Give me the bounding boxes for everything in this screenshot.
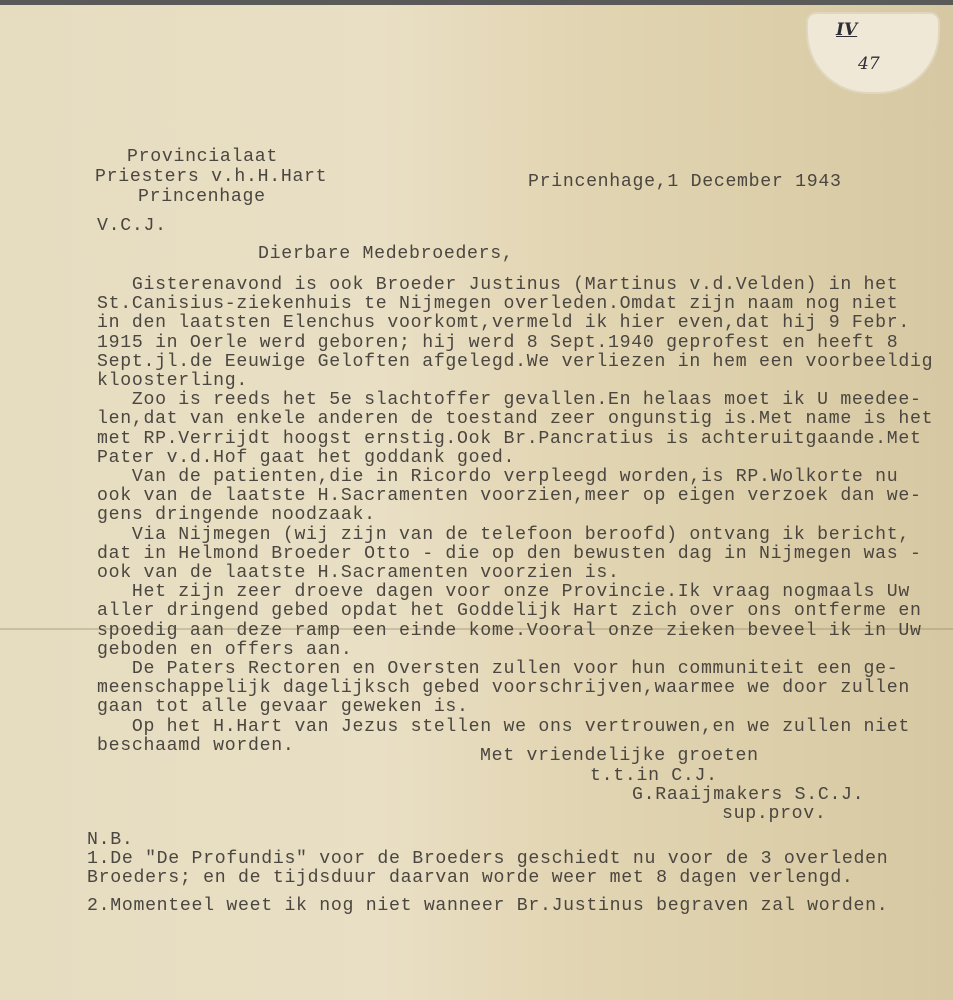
body-line: Op het H.Hart van Jezus stellen we ons vertrouwen,en we zullen niet bbox=[97, 716, 910, 737]
salutation: Dierbare Medebroeders, bbox=[258, 244, 514, 264]
body-line: met RP.Verrijdt hoogst ernstig.Ook Br.Pancratius is achteruitgaande.Met bbox=[97, 428, 922, 449]
letter-body bbox=[97, 276, 933, 756]
archive-number: 47 bbox=[858, 54, 880, 74]
body-line: Gisterenavond is ook Broeder Justinus (Martinus v.d.Velden) in het bbox=[97, 275, 899, 295]
archive-roman: IV bbox=[836, 20, 858, 40]
body-line: Pater v.d.Hof gaat het goddank goed. bbox=[97, 447, 516, 468]
signatory: G.Raaijmakers S.C.J. bbox=[632, 785, 865, 805]
body-line: kloosterling. bbox=[97, 371, 248, 392]
body-line: in den laatsten Elenchus voorkomt,vermeld ik hier even,dat hij 9 Febr. bbox=[97, 313, 910, 334]
body-line: aller dringend gebed opdat het Goddelijk Hart zich over ons ontferme en bbox=[97, 601, 922, 622]
archive-tag bbox=[808, 14, 938, 92]
postscript-item1-line1: 1.De "De Profundis" voor de Broeders geschiedt nu voor de 3 overleden bbox=[87, 849, 889, 869]
closing-greeting: Met vriendelijke groeten bbox=[480, 746, 759, 766]
body-line: Sept.jl.de Eeuwige Geloften afgelegd.We verliezen in hem een voorbeeldig bbox=[97, 351, 934, 372]
body-line: geboden en offers aan. bbox=[97, 639, 353, 660]
postscript-heading: N.B. bbox=[87, 830, 134, 850]
body-line: Zoo is reeds het 5e slachtoffer gevallen.En helaas moet ik U meedee- bbox=[97, 390, 922, 411]
motto: V.C.J. bbox=[97, 216, 167, 236]
body-line: len,dat van enkele anderen de toestand zeer ongunstig is.Met name is het bbox=[97, 409, 934, 430]
body-line: beschaamd worden. bbox=[97, 735, 295, 756]
letter-date: Princenhage,1 December 1943 bbox=[528, 172, 842, 192]
body-line: Het zijn zeer droeve dagen voor onze Provincie.Ik vraag nogmaals Uw bbox=[97, 582, 910, 603]
body-line: ook van de laatste H.Sacramenten voorzien is. bbox=[97, 563, 620, 584]
body-line: spoedig aan deze ramp een einde kome.Vooral onze zieken beveel ik in Uw bbox=[97, 620, 922, 641]
letterhead-line1: Provincialaat bbox=[127, 147, 278, 167]
body-line: Via Nijmegen (wij zijn van de telefoon beroofd) ontvang ik bericht, bbox=[97, 524, 910, 545]
postscript-item1-line2: Broeders; en de tijdsduur daarvan worde weer met 8 dagen verlengd. bbox=[87, 868, 854, 888]
postscript-item2: 2.Momenteel weet ik nog niet wanneer Br.Justinus begraven zal worden. bbox=[87, 896, 889, 916]
signatory-title: sup.prov. bbox=[722, 804, 827, 824]
body-line: St.Canisius-ziekenhuis te Nijmegen overleden.Omdat zijn naam nog niet bbox=[97, 294, 899, 315]
body-line: Van de patienten,die in Ricordo verpleegd worden,is RP.Wolkorte nu bbox=[97, 467, 899, 488]
body-line: gaan tot alle gevaar geweken is. bbox=[97, 697, 469, 718]
body-line: ook van de laatste H.Sacramenten voorzien,meer op eigen verzoek dan we- bbox=[97, 486, 922, 507]
body-line: dat in Helmond Broeder Otto - die op den bewusten dag in Nijmegen was - bbox=[97, 543, 922, 564]
closing-formula: t.t.in C.J. bbox=[590, 766, 718, 786]
body-line: gens dringende noodzaak. bbox=[97, 505, 376, 526]
scan-edge bbox=[0, 0, 953, 5]
letterhead-line3: Princenhage bbox=[138, 187, 266, 207]
body-line: 1915 in Oerle werd geboren; hij werd 8 Sept.1940 geprofest en heeft 8 bbox=[97, 332, 899, 353]
letterhead-line2: Priesters v.h.H.Hart bbox=[95, 167, 328, 187]
body-line: meenschappelijk dagelijksch gebed voorschrijven,waarmee we door zullen bbox=[97, 678, 910, 699]
body-line: De Paters Rectoren en Oversten zullen voor hun communiteit een ge- bbox=[97, 659, 899, 680]
